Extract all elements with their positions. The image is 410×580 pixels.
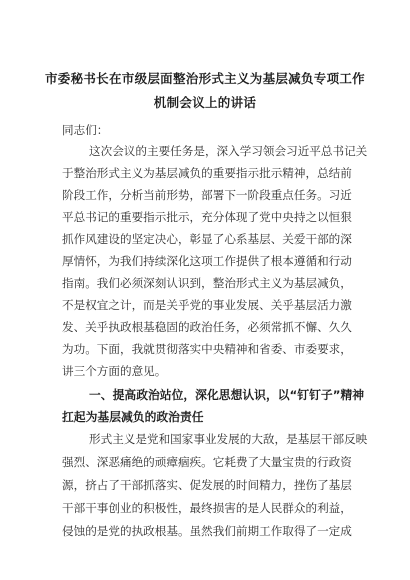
paragraph-1-line: 为功。下面，我就贯彻落实中央精神和省委、市委要求， [62, 342, 352, 356]
paragraph-2-line: 侵蚀的是党的执政根基。虽然我们前期工作取得了一定成 [62, 524, 352, 538]
document-title-line-1: 市委秘书长在市级层面整治形式主义为基层减负专项工作 [44, 71, 365, 86]
paragraph-1-line: 指南。我们必须深刻认识到，整治形式主义为基层减负， [62, 276, 352, 290]
paragraph-1-line: 阶段工作，分析当前形势，部署下一阶段重点任务。习近 [62, 188, 352, 202]
paragraph-2-line: 源，挤占了干部抓落实、促发展的时间精力，挫伤了基层 [62, 478, 352, 492]
paragraph-1-line: 平总书记的重要指示批示，充分体现了党中央持之以恒狠 [62, 210, 352, 224]
section-heading-1-cont: 扛起为基层减负的政治责任 [62, 410, 204, 424]
salutation: 同志们： [62, 123, 109, 137]
paragraph-1-line: 不是权宜之计，而是关乎党的事业发展、关乎基层活力激 [62, 298, 352, 312]
paragraph-1-line: 这次会议的主要任务是，深入学习领会习近平总书记关 [89, 144, 368, 158]
paragraph-1-line: 发、关乎执政根基稳固的政治任务，必须常抓不懈、久久 [62, 320, 352, 334]
paragraph-1-line: 于整治形式主义为基层减负的重要指示批示精神，总结前 [62, 166, 352, 180]
paragraph-2-line: 形式主义是党和国家事业发展的大敌，是基层干部反映 [89, 432, 368, 446]
document-title-line-2: 机制会议上的讲话 [153, 95, 257, 110]
paragraph-1-line: 讲三个方面的意见。 [62, 364, 167, 378]
paragraph-2-line: 强烈、深恶痛绝的顽瘴痼疾。它耗费了大量宝贵的行政资 [62, 455, 352, 469]
paragraph-2-line: 干部干事创业的积极性，最终损害的是人民群众的利益， [62, 501, 352, 515]
paragraph-1-line: 厚情怀，为我们持续深化这项工作提供了根本遵循和行动 [62, 254, 352, 268]
paragraph-1-line: 抓作风建设的坚定决心，彰显了心系基层、关爱干部的深 [62, 232, 352, 246]
section-heading-1: 一、提高政治站位，深化思想认识，以“钉钉子”精神 [89, 388, 365, 402]
